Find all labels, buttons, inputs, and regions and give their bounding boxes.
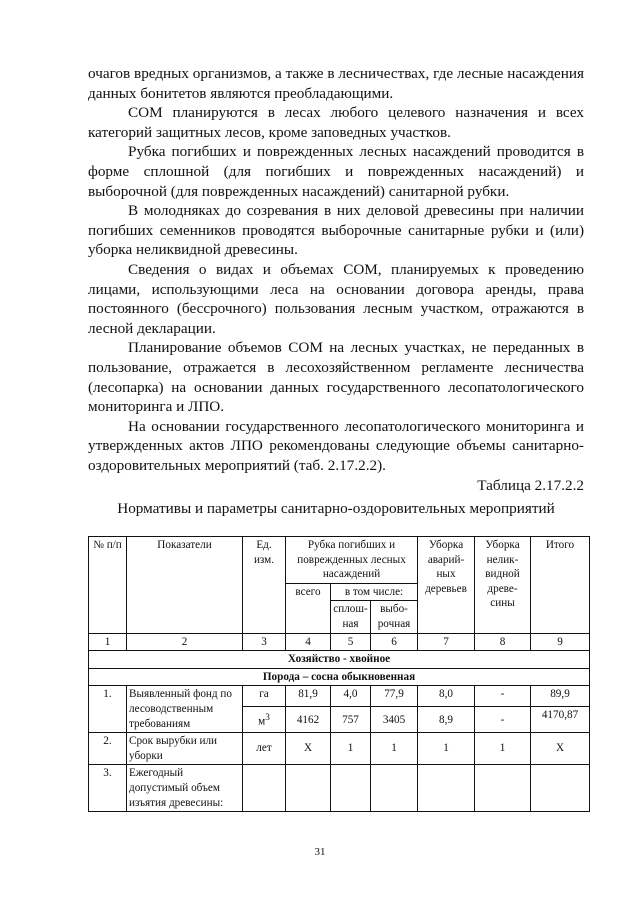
paragraph-7: На основании государственного лесопатологического мониторинга и утвержденных актов ЛПО рекомендованы следующие объемы санитарно-оздоровительных мероприятий (таб. 2.17.2.2).: [88, 417, 584, 474]
cell-value: -: [475, 686, 531, 707]
section-title: Хозяйство - хвойное: [89, 651, 590, 669]
table-row: [89, 765, 590, 812]
body-text: [88, 64, 584, 519]
table-title: Нормативы и параметры санитарно-оздоровительных мероприятий: [117, 500, 555, 518]
cell-value: 81,9: [286, 686, 331, 707]
cell-value: Х: [531, 733, 590, 765]
cell-empty: [475, 765, 531, 812]
column-numbers-row: [89, 633, 590, 651]
cell-empty: [531, 765, 590, 812]
table-row: [89, 686, 590, 707]
cell-value: 1: [418, 733, 475, 765]
cell-empty: [243, 765, 286, 812]
cell-value: 4162: [286, 707, 331, 733]
cell-value: 4,0: [331, 686, 371, 707]
species-title: Порода – сосна обыкновенная: [89, 668, 590, 686]
col-number: 2: [127, 633, 243, 651]
row-no: 1.: [89, 686, 127, 733]
header-illiquid: Уборка нелик-видной древе-сины: [475, 537, 531, 634]
section-row: [89, 651, 590, 669]
header-total: всего: [286, 583, 331, 633]
col-number: 6: [371, 633, 418, 651]
paragraph-1: очагов вредных организмов, а также в лесничествах, где лесные насаждения данных бонитетов являются преобладающими.: [88, 65, 584, 102]
unit-superscript: 3: [265, 712, 270, 723]
page-number: 31: [314, 846, 326, 858]
header-no: № п/п: [89, 537, 127, 634]
row-label: Ежегодный допустимый объем изъятия древесины:: [127, 765, 243, 812]
cell-value: 89,9: [531, 686, 590, 707]
col-number: 9: [531, 633, 590, 651]
header-indicators: Показатели: [127, 537, 243, 634]
paragraph-4: В молодняках до созревания в них деловой древесины при наличии погибших семенников проводятся выборочные санитарные рубки и (или) уборка неликвидной древесины.: [88, 202, 584, 259]
header-clear: сплош-ная: [331, 601, 371, 633]
cell-value: 1: [371, 733, 418, 765]
header-row-1: [89, 537, 590, 584]
header-felling: Рубка погибших и поврежденных лесных насаждений: [286, 537, 418, 584]
row-no: 3.: [89, 765, 127, 812]
cell-value: Х: [286, 733, 331, 765]
header-sum: Итого: [531, 537, 590, 634]
header-incl: в том числе:: [331, 583, 418, 601]
paragraph-3: Рубка погибших и поврежденных лесных насаждений проводится в форме сплошной (для погибших и поврежденных насаждений) и выборочной (для поврежденных насаждений) санитарной рубки.: [88, 143, 584, 200]
species-row: [89, 668, 590, 686]
col-number: 5: [331, 633, 371, 651]
header-emergency: Уборка аварий-ных деревьев: [418, 537, 475, 634]
row-unit: [243, 707, 286, 733]
paragraph-2: СОМ планируются в лесах любого целевого назначения и всех категорий защитных лесов, кроме заповедных участков.: [88, 104, 584, 141]
cell-value: 1: [331, 733, 371, 765]
cell-empty: [286, 765, 331, 812]
cell-value: 8,9: [418, 707, 475, 733]
row-no: 2.: [89, 733, 127, 765]
cell-empty: [418, 765, 475, 812]
paragraph-6: Планирование объемов СОМ на лесных участках, не переданных в пользование, отражается в лесохозяйственном регламенте лесничества (лесопарка) на основании данных государственного лесопатологического мониторинга и ЛПО.: [88, 339, 584, 416]
col-number: 1: [89, 633, 127, 651]
unit-text: м: [258, 715, 266, 728]
norms-table: [88, 536, 590, 812]
header-selective: выбо-рочная: [371, 601, 418, 633]
row-unit: га: [243, 686, 286, 707]
cell-value: 8,0: [418, 686, 475, 707]
cell-empty: [371, 765, 418, 812]
header-unit: Ед. изм.: [243, 537, 286, 634]
col-number: 3: [243, 633, 286, 651]
col-number: 7: [418, 633, 475, 651]
cell-value: 4170,87: [531, 707, 590, 733]
table-row: [89, 733, 590, 765]
cell-value: 1: [475, 733, 531, 765]
row-label: Срок вырубки или уборки: [127, 733, 243, 765]
cell-value: 77,9: [371, 686, 418, 707]
cell-value: 757: [331, 707, 371, 733]
col-number: 4: [286, 633, 331, 651]
col-number: 8: [475, 633, 531, 651]
table-caption: Таблица 2.17.2.2: [477, 477, 584, 495]
cell-value: 3405: [371, 707, 418, 733]
paragraph-5: Сведения о видах и объемах СОМ, планируемых к проведению лицами, использующими леса на основании договора аренды, права постоянного (бессрочного) пользования лесным участком, отражаются в лесной декларации.: [88, 260, 584, 337]
row-label: Выявленный фонд по лесоводственным требованиям: [127, 686, 243, 733]
row-unit: лет: [243, 733, 286, 765]
cell-empty: [331, 765, 371, 812]
cell-value: -: [475, 707, 531, 733]
